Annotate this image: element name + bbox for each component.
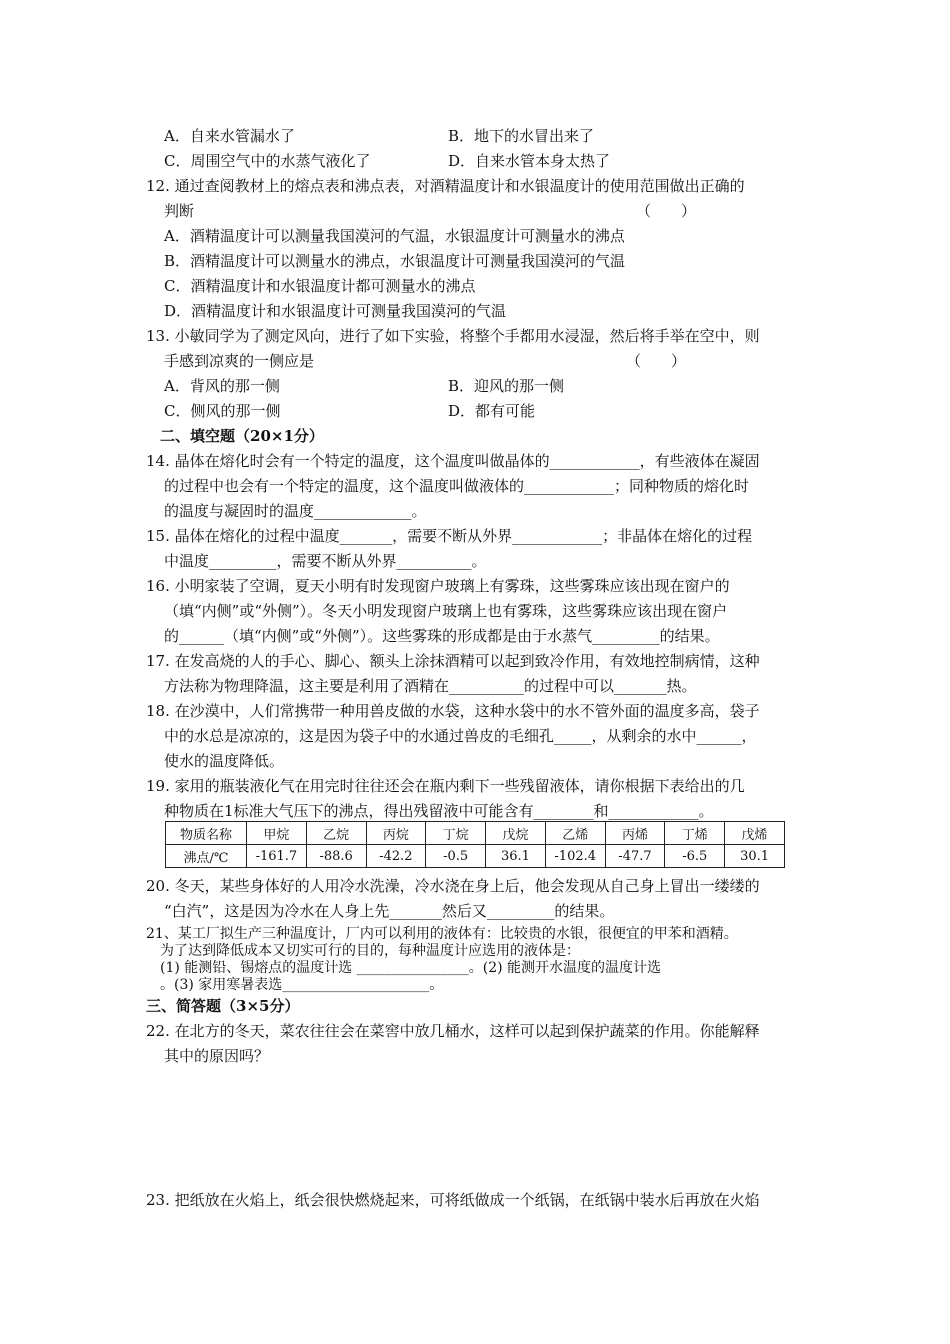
- table-cell: 丙烷: [366, 822, 426, 845]
- q15-line2: 中温度_________，需要不断从外界__________。: [164, 552, 487, 570]
- q11-option-d: D．自来水管本身太热了: [448, 152, 611, 170]
- q15-line1: 15. 晶体在熔化的过程中温度_______，需要不断从外界____________；非晶体在熔化的过程: [146, 527, 753, 545]
- q17-line1: 17. 在发高烧的人的手心、脚心、额头上涂抹酒精可以起到致冷作用，有效地控制病情，这种: [146, 652, 760, 670]
- q21-line1: 21、某工厂拟生产三种温度计，厂内可以利用的液体有：比较贵的水银，很便宜的甲苯和酒精。: [146, 926, 738, 942]
- q22-line2: 其中的原因吗？: [164, 1047, 270, 1065]
- table-cell: 乙烷: [306, 822, 366, 845]
- boiling-point-table: [165, 821, 785, 868]
- q22-line1: 22. 在北方的冬天，菜农往往会在菜窖中放几桶水，这样可以起到保护蔬菜的作用。你能解释: [146, 1022, 760, 1040]
- table-cell: -0.5: [426, 845, 486, 868]
- q12-option-b: B．酒精温度计可以测量水的沸点，水银温度计可测量我国漠河的气温: [164, 252, 626, 270]
- table-cell: 36.1: [486, 845, 546, 868]
- q21-line4: 。(3) 家用寒暑表选_____________________。: [160, 977, 444, 993]
- table-cell: 沸点/℃: [166, 845, 247, 868]
- q13-option-c: C．侧风的那一侧: [164, 402, 281, 420]
- q12-stem-line2: 判断: [164, 202, 195, 220]
- q14-line3: 的温度与凝固时的温度_____________。: [164, 502, 427, 520]
- q20-line2: “白汽”，这是因为冷水在人身上先_______然后又_________的结果。: [164, 902, 615, 920]
- q12-option-a: A．酒精温度计可以测量我国漠河的气温，水银温度计可测量水的沸点: [164, 227, 625, 245]
- q19-line1: 19. 家用的瓶装液化气在用完时往往还会在瓶内剩下一些残留液体，请你根据下表给出的几: [146, 777, 745, 795]
- q14-line1: 14. 晶体在熔化时会有一个特定的温度，这个温度叫做晶体的____________，有些液体在凝固: [146, 452, 760, 470]
- q20-line1: 20. 冬天，某些身体好的人用冷水洗澡，冷水浇在身上后，他会发现从自己身上冒出一缕缕的: [146, 877, 760, 895]
- q11-option-a: A．自来水管漏水了: [164, 127, 295, 145]
- table-cell: 乙烯: [545, 822, 605, 845]
- q18-line1: 18. 在沙漠中，人们常携带一种用兽皮做的水袋，这种水袋中的水不管外面的温度多高，袋子: [146, 702, 760, 720]
- table-cell: 30.1: [725, 845, 785, 868]
- table-cell: 物质名称: [166, 822, 247, 845]
- table-cell: -47.7: [605, 845, 665, 868]
- table-cell: -42.2: [366, 845, 426, 868]
- section-heading-fill-in: 二、填空题（20×1分）: [160, 427, 324, 445]
- q11-option-b: B．地下的水冒出来了: [448, 127, 595, 145]
- table-cell: 丁烷: [426, 822, 486, 845]
- q11-option-c: C．周围空气中的水蒸气液化了: [164, 152, 371, 170]
- q23-line1: 23. 把纸放在火焰上，纸会很快燃烧起来，可将纸做成一个纸锅，在纸锅中装水后再放在火焰: [146, 1191, 760, 1209]
- q13-answer-bracket: （ ）: [626, 352, 687, 370]
- table-cell: 丙烯: [605, 822, 665, 845]
- table-cell: -102.4: [545, 845, 605, 868]
- table-cell: 戊烯: [725, 822, 785, 845]
- table-cell: 甲烷: [247, 822, 307, 845]
- q12-option-d: D．酒精温度计和水银温度计可测量我国漠河的气温: [164, 302, 507, 320]
- table-header-row: [166, 822, 785, 845]
- q12-option-c: C．酒精温度计和水银温度计都可测量水的沸点: [164, 277, 476, 295]
- q16-line1: 16. 小明家装了空调，夏天小明有时发现窗户玻璃上有雾珠，这些雾珠应该出现在窗户的: [146, 577, 730, 595]
- table-cell: -161.7: [247, 845, 307, 868]
- q13-stem-line2: 手感到凉爽的一侧应是: [164, 352, 315, 370]
- q17-line2: 方法称为物理降温，这主要是利用了酒精在__________的过程中可以_______热。: [164, 677, 697, 695]
- q13-stem-line1: 13. 小敏同学为了测定风向，进行了如下实验，将整个手都用水浸湿，然后将手举在空中，则: [146, 327, 760, 345]
- q16-line2: （填“内侧”或“外侧”）。冬天小明发现窗户玻璃上也有雾珠，这些雾珠应该出现在窗户: [164, 602, 728, 620]
- table-cell: 丁烯: [665, 822, 725, 845]
- q13-option-a: A．背风的那一侧: [164, 377, 280, 395]
- q21-line3: (1) 能测铅、锡熔点的温度计选 ________________。(2) 能测开水温度的温度计选: [160, 960, 662, 976]
- table-cell: -88.6: [306, 845, 366, 868]
- q13-option-d: D．都有可能: [448, 402, 536, 420]
- q21-line2: 为了达到降低成本又切实可行的目的，每种温度计应选用的液体是：: [160, 943, 580, 959]
- q19-line2: 种物质在1标准大气压下的沸点，得出残留液中可能含有________和____________。: [164, 802, 714, 820]
- table-cell: 戊烷: [486, 822, 546, 845]
- q18-line3: 使水的温度降低。: [164, 752, 285, 770]
- section-heading-short-answer: 三、简答题（3×5分）: [146, 997, 300, 1015]
- table-cell: -6.5: [665, 845, 725, 868]
- q12-stem-line1: 12. 通过查阅教材上的熔点表和沸点表，对酒精温度计和水银温度计的使用范围做出正确的: [146, 177, 745, 195]
- q12-answer-bracket: （ ）: [636, 202, 697, 220]
- q13-option-b: B．迎风的那一侧: [448, 377, 565, 395]
- table-row: [166, 845, 785, 868]
- q16-line3: 的______（填“内侧”或“外侧”）。这些雾珠的形成都是由于水蒸气_________的结果。: [164, 627, 720, 645]
- q18-line2: 中的水总是凉凉的，这是因为袋子中的水通过兽皮的毛细孔_____，从剩余的水中______，: [164, 727, 757, 745]
- q14-line2: 的过程中也会有一个特定的温度，这个温度叫做液体的____________；同种物质的熔化时: [164, 477, 750, 495]
